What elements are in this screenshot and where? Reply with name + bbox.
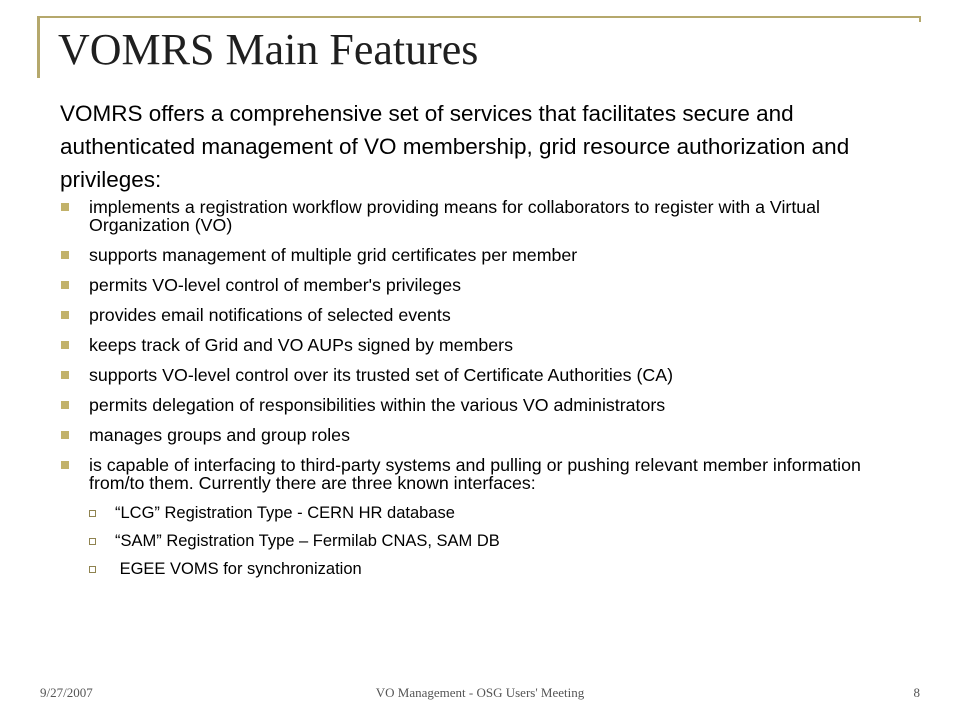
page-number: 8 bbox=[913, 685, 920, 700]
title-frame-right-tick bbox=[919, 16, 921, 22]
feature-text: permits VO-level control of member's privileges bbox=[89, 275, 461, 295]
hollow-square-bullet-icon bbox=[89, 510, 96, 517]
title-frame-left-bar bbox=[37, 16, 40, 78]
footer-title: VO Management - OSG Users' Meeting bbox=[375, 685, 585, 700]
interface-item bbox=[89, 560, 900, 578]
feature-item bbox=[60, 336, 900, 354]
feature-item bbox=[60, 366, 900, 384]
feature-text: is capable of interfacing to third-party systems and pulling or pushing relevant member information from/to them. Currently there are three known interfaces: bbox=[89, 455, 861, 493]
feature-item bbox=[60, 276, 900, 294]
feature-text: implements a registration workflow providing means for collaborators to register with a Virtual Organization (VO) bbox=[89, 197, 820, 235]
square-bullet-icon bbox=[61, 203, 69, 211]
feature-item bbox=[60, 426, 900, 444]
feature-text: keeps track of Grid and VO AUPs signed by members bbox=[89, 335, 513, 355]
interface-item bbox=[89, 532, 900, 550]
feature-text: supports management of multiple grid certificates per member bbox=[89, 245, 578, 265]
square-bullet-icon bbox=[61, 401, 69, 409]
hollow-square-bullet-icon bbox=[89, 538, 96, 545]
feature-item bbox=[60, 246, 900, 264]
interface-text: “LCG” Registration Type - CERN HR database bbox=[115, 504, 455, 522]
interface-text: “SAM” Registration Type – Fermilab CNAS, SAM DB bbox=[115, 532, 500, 550]
square-bullet-icon bbox=[61, 341, 69, 349]
feature-item bbox=[60, 396, 900, 414]
square-bullet-icon bbox=[61, 281, 69, 289]
square-bullet-icon bbox=[61, 431, 69, 439]
feature-text: provides email notifications of selected events bbox=[89, 305, 451, 325]
feature-text: supports VO-level control over its trusted set of Certificate Authorities (CA) bbox=[89, 365, 674, 385]
feature-item bbox=[60, 306, 900, 324]
feature-text: manages groups and group roles bbox=[89, 425, 350, 445]
interface-list bbox=[89, 504, 900, 578]
feature-text: permits delegation of responsibilities within the various VO administrators bbox=[89, 395, 666, 415]
square-bullet-icon bbox=[61, 251, 69, 259]
slide-title: VOMRS Main Features bbox=[58, 25, 479, 74]
hollow-square-bullet-icon bbox=[89, 566, 96, 573]
feature-item bbox=[60, 198, 900, 234]
interface-item bbox=[89, 504, 900, 522]
feature-list bbox=[60, 198, 900, 578]
square-bullet-icon bbox=[61, 311, 69, 319]
intro-paragraph: VOMRS offers a comprehensive set of services that facilitates secure and authenticated management of VO membership, grid resource authorization and privileges: bbox=[60, 101, 850, 192]
interface-text: EGEE VOMS for synchronization bbox=[115, 560, 362, 578]
feature-item bbox=[60, 456, 900, 578]
square-bullet-icon bbox=[61, 371, 69, 379]
square-bullet-icon bbox=[61, 461, 69, 469]
title-frame-top-bar bbox=[37, 16, 921, 18]
footer-date: 9/27/2007 bbox=[40, 685, 93, 700]
